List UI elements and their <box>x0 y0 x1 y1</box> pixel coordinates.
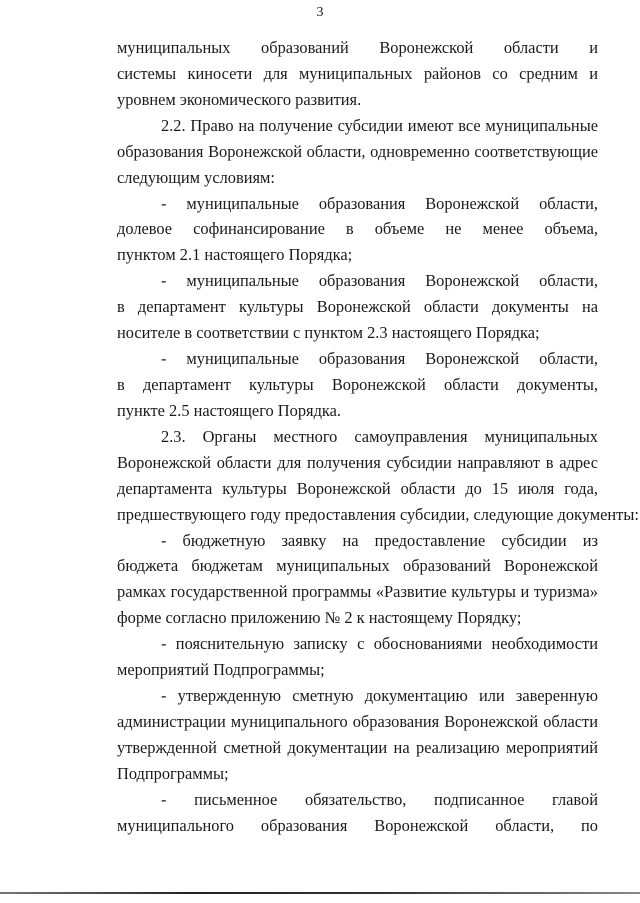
text-line: образования Воронежской области, одновременно соответствующие <box>117 141 598 161</box>
text-line: Подпрограммы; <box>117 763 229 783</box>
paragraph <box>117 346 598 424</box>
paragraph <box>117 424 639 528</box>
paragraph <box>117 528 598 632</box>
text-line: следующим условиям: <box>117 167 275 187</box>
text-line: муниципального образования Воронежской области, по <box>117 815 598 835</box>
paragraph <box>117 787 598 839</box>
paragraph <box>117 35 598 113</box>
paragraph <box>117 113 598 191</box>
text-line: - муниципальные образования Воронежской области, <box>161 271 598 291</box>
text-line: муниципальных образований Воронежской области и <box>117 38 598 57</box>
text-line: администрации муниципального образования Воронежской области <box>117 711 598 731</box>
text-line: долевое софинансирование в объеме не менее объема, <box>117 219 598 239</box>
paragraph <box>117 268 598 346</box>
text-line: в департамент культуры Воронежской области документы на <box>117 297 598 317</box>
text-line: рамках государственной программы «Развитие культуры и туризма» <box>117 582 598 602</box>
text-line: - бюджетную заявку на предоставление субсидии из <box>161 530 598 550</box>
text-line: департамента культуры Воронежской области до 15 июля года, <box>117 478 598 498</box>
paragraph <box>117 191 598 269</box>
text-line: уровнем экономического развития. <box>117 89 362 109</box>
text-line: утвержденной сметной документации на реализацию мероприятий <box>117 737 598 757</box>
text-line: - муниципальные образования Воронежской области, <box>161 349 598 369</box>
text-line: Воронежской области для получения субсидии направляют в адрес <box>117 452 598 472</box>
text-line: бюджета бюджетам муниципальных образований Воронежской <box>117 556 598 576</box>
text-line: форме согласно приложению № 2 к настоящему Порядку; <box>117 608 522 628</box>
paragraph <box>117 631 598 683</box>
text-line: - пояснительную записку с обоснованиями необходимости <box>161 634 598 654</box>
text-line: носителе в соответствии с пунктом 2.3 настоящего Порядка; <box>117 323 540 343</box>
text-line: предшествующего году предоставления субсидии, следующие документы: <box>117 504 639 524</box>
text-line: пунктом 2.1 настоящего Порядка; <box>117 245 353 265</box>
text-line: в департамент культуры Воронежской области документы, <box>117 374 598 394</box>
text-line: 2.2. Право на получение субсидии имеют все муниципальные <box>161 115 598 135</box>
document-body <box>117 35 639 839</box>
text-line: - письменное обязательство, подписанное главой <box>161 789 598 809</box>
text-line: 2.3. Органы местного самоуправления муниципальных <box>161 426 598 446</box>
text-line: системы киносети для муниципальных районов со средним и <box>117 63 598 83</box>
paragraph <box>117 683 598 787</box>
text-line: мероприятий Подпрограммы; <box>117 660 325 680</box>
text-line: - муниципальные образования Воронежской области, <box>161 193 598 213</box>
page-number: 3 <box>316 5 324 20</box>
text-line: пункте 2.5 настоящего Порядка. <box>117 400 341 420</box>
page-bottom-rule <box>0 892 640 894</box>
text-line: - утвержденную сметную документацию или заверенную <box>161 686 598 706</box>
